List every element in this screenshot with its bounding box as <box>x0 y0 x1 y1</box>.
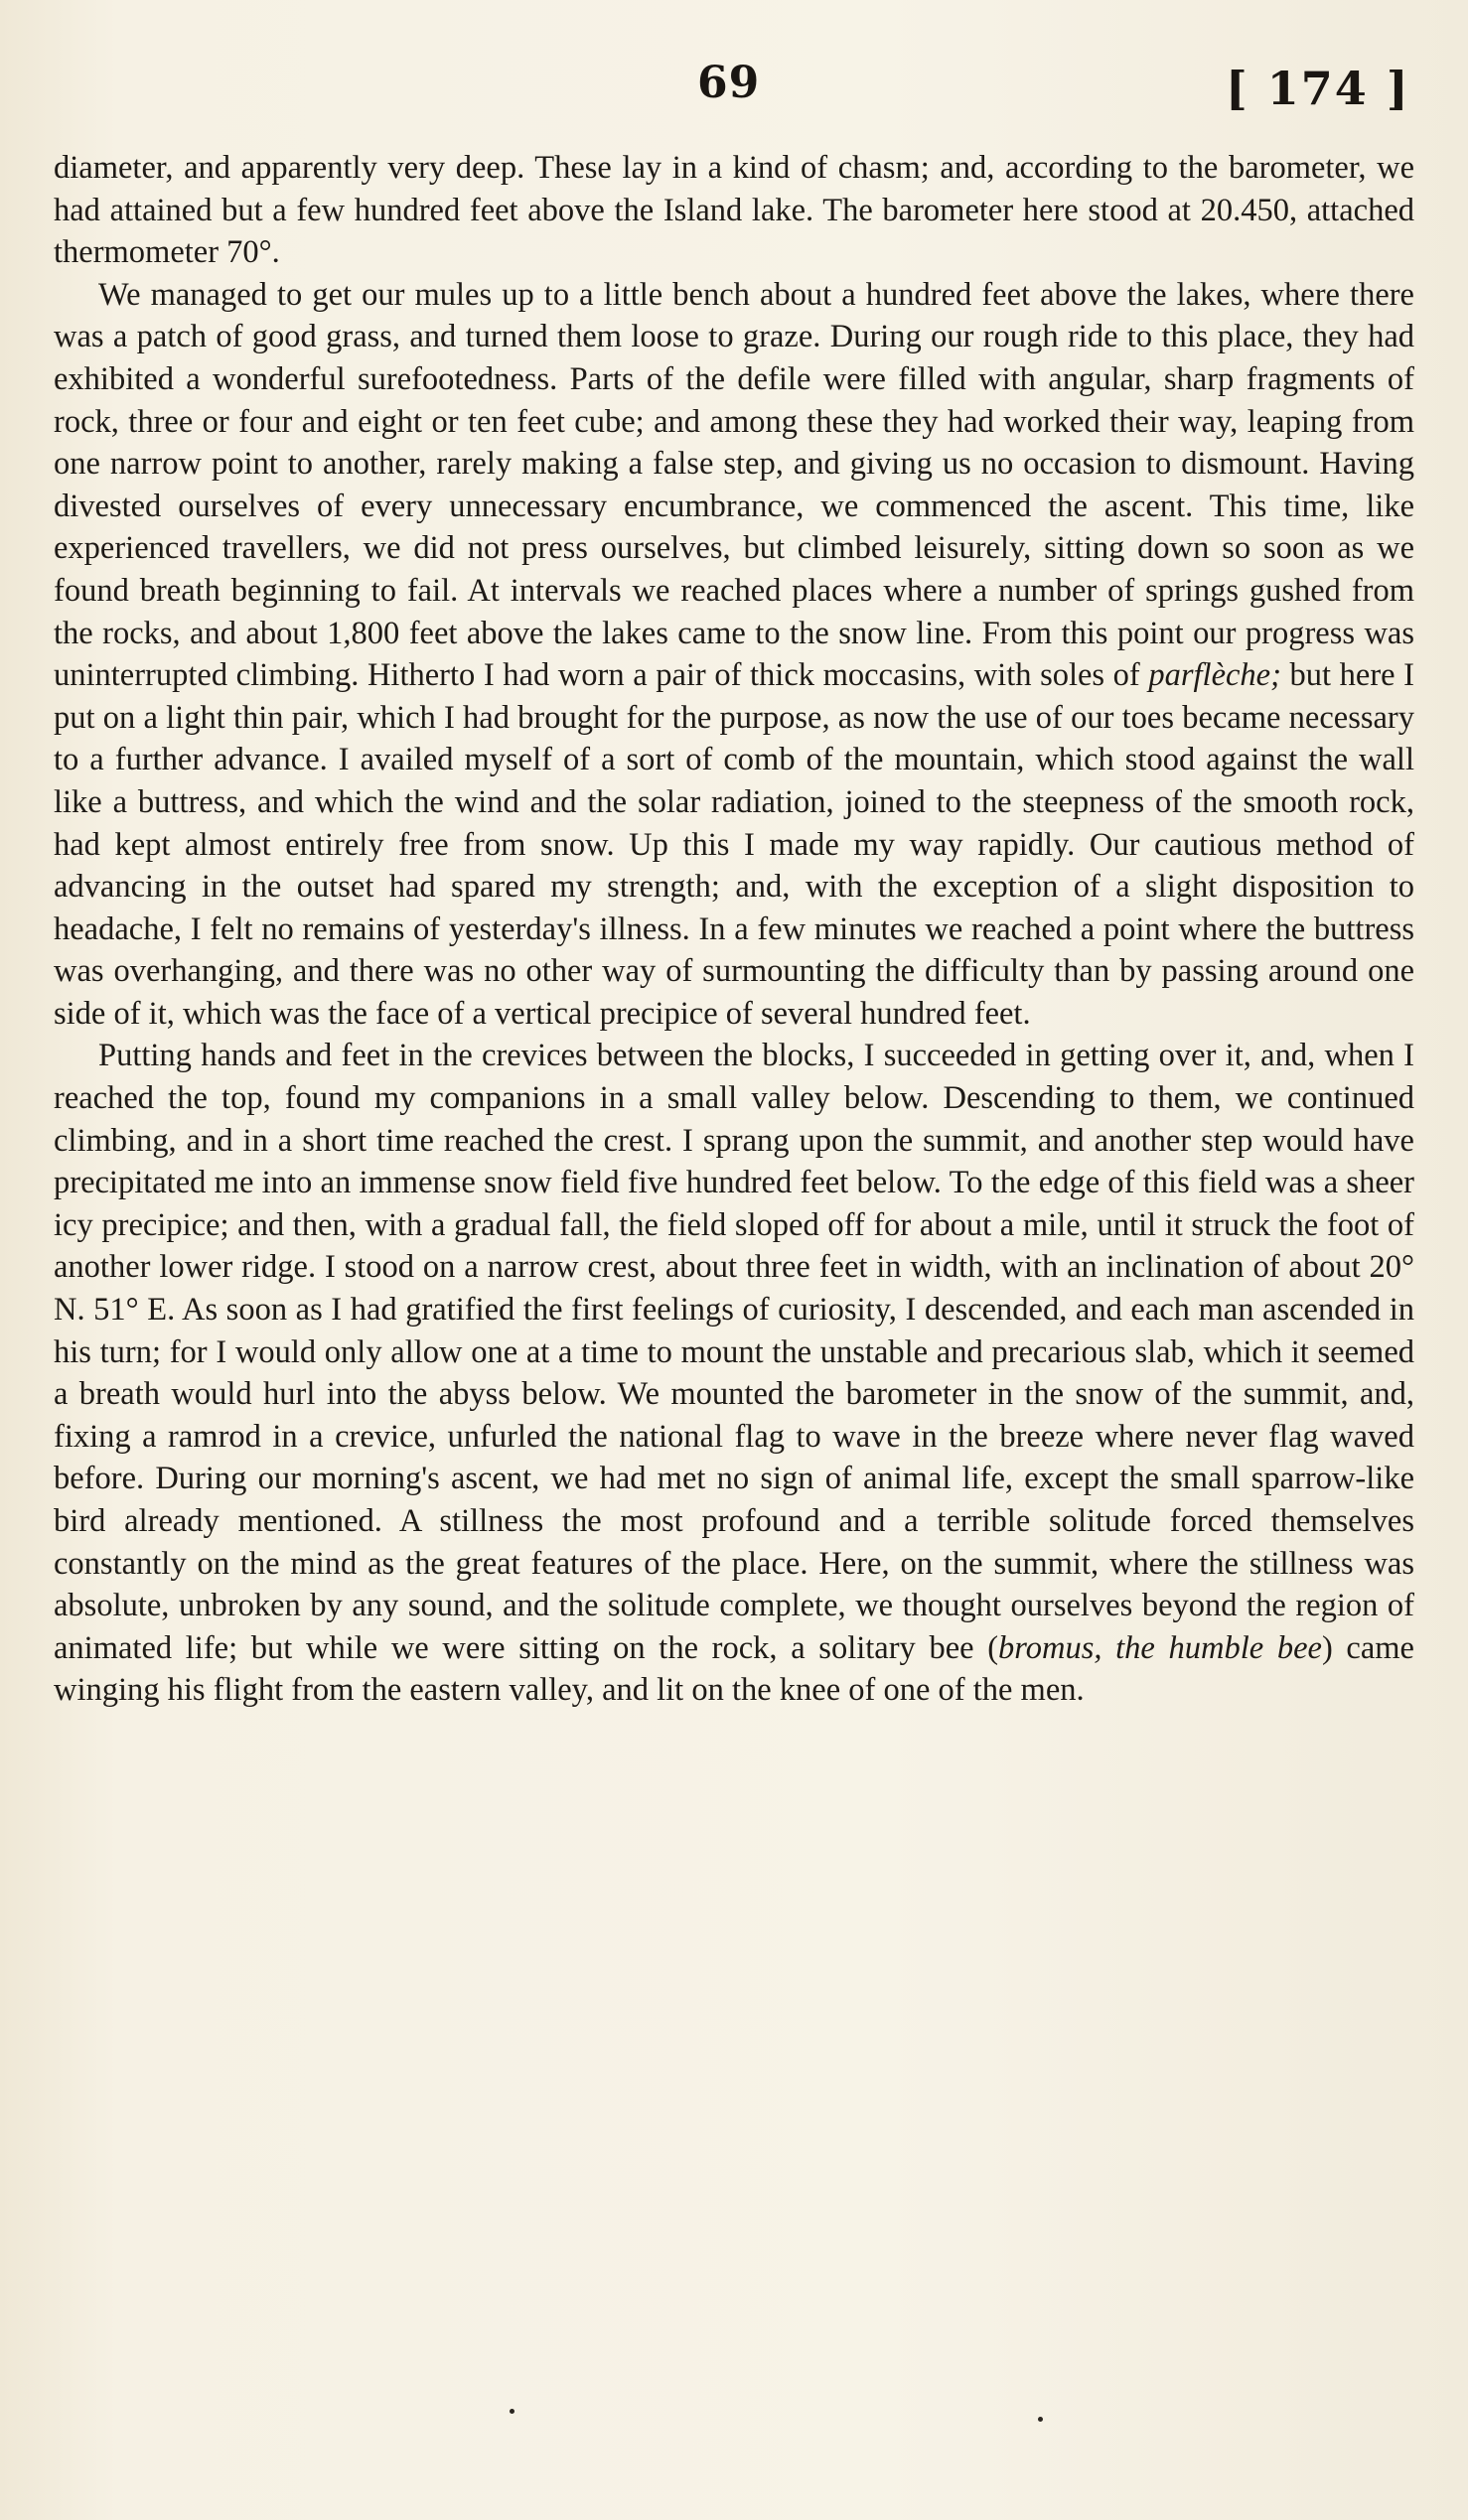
italic-term: parflèche; <box>1148 657 1281 694</box>
paragraph-text: Putting hands and feet in the crevices between the blocks, I succeeded in getting over it, and, when I reached the top, found my companions in a small valley below. Descending to them, we continued climbing, and in a short time reached the crest. I sprang upon the summit, and another step would have precipitated me into an immense snow field five hundred feet below. To the edge of this field was a sheer icy precipice; and then, with a gradual fall, the field sloped off for about a mile, until it struck the foot of another lower ridge. I stood on a narrow crest, about three feet in width, with an inclination of about 20° N. 51° E. As soon as I had gratified the first feelings of curiosity, I descended, and each man ascended in his turn; for I would only allow one at a time to mount the unstable and precarious slab, which it seemed a breath would hurl into the abyss below. We mounted the barometer in the snow of the summit, and, fixing a ramrod in a crevice, unfurled the national flag to wave in the breeze where never flag waved before. During our morning's ascent, we had met no sign of animal life, except the small sparrow-like bird already mentioned. A stillness the most profound and a terrible solitude forced themselves constantly on the mind as the great features of the place. Here, on the summit, where the stillness was absolute, unbroken by any sound, and the solitude complete, we thought ourselves beyond the region of animated life; but while we were sitting on the rock, a solitary bee ( <box>54 1038 1414 1666</box>
paragraph-text: We managed to get our mules up to a little bench about a hundred feet above the lakes, where there was a patch of good grass, and turned them loose to graze. During our rough ride to this place, they had exhibited a wonderful surefootedness. Parts of the defile were filled with angular, sharp fragments of rock, three or four and eight or ten feet cube; and among these they had worked their way, leaping from one narrow point to another, rarely making a false step, and giving us no occasion to dismount. Having divested ourselves of every unnecessary encumbrance, we commenced the ascent. This time, like experienced travellers, we did not press ourselves, but climbed leisurely, sitting down so soon as we found breath beginning to fail. At intervals we reached places where a number of springs gushed from the rocks, and about 1,800 feet above the lakes came to the snow line. From this point our progress was uninterrupted climbing. Hitherto I had worn a pair of thick moccasins, with soles of <box>54 276 1414 694</box>
page-header <box>0 58 1468 127</box>
paragraph <box>54 1035 1414 1712</box>
paragraph-text-continued: ) came winging his flight from the eastern valley, and lit on the knee of one of the men. <box>54 1629 1414 1709</box>
speck-mark <box>510 2409 514 2414</box>
speck-mark <box>1038 2417 1043 2422</box>
document-number: [ 174 ] <box>1226 62 1410 115</box>
paragraph-text-continued: but here I put on a light thin pair, which I had brought for the purpose, as now the use of our toes became necessary to a further advance. I availed myself of a sort of comb of the mountain, which stood against the wall like a buttress, and which the wind and the solar radiation, joined to the steepness of the smooth rock, had kept almost entirely free from snow. Up this I made my way rapidly. Our cautious method of advancing in the outset had spared my strength; and, with the exception of a slight disposition to headache, I felt no remains of yesterday's illness. In a few minutes we reached a point where the buttress was overhanging, and there was no other way of surmounting the difficulty than by passing around one side of it, which was the face of a vertical precipice of several hundred feet. <box>54 657 1414 1032</box>
body-text <box>54 147 1414 1712</box>
paragraph-text: diameter, and apparently very deep. These lay in a kind of chasm; and, according to the barometer, we had attained but a few hundred feet above the Island lake. The barometer here stood at 20.450, attached thermometer 70°. <box>54 150 1414 271</box>
page-number: 69 <box>697 58 761 108</box>
italic-term: bromus, the humble bee <box>998 1629 1322 1666</box>
paragraph <box>54 147 1414 274</box>
print-specks <box>0 2407 1468 2427</box>
paragraph <box>54 274 1414 1036</box>
